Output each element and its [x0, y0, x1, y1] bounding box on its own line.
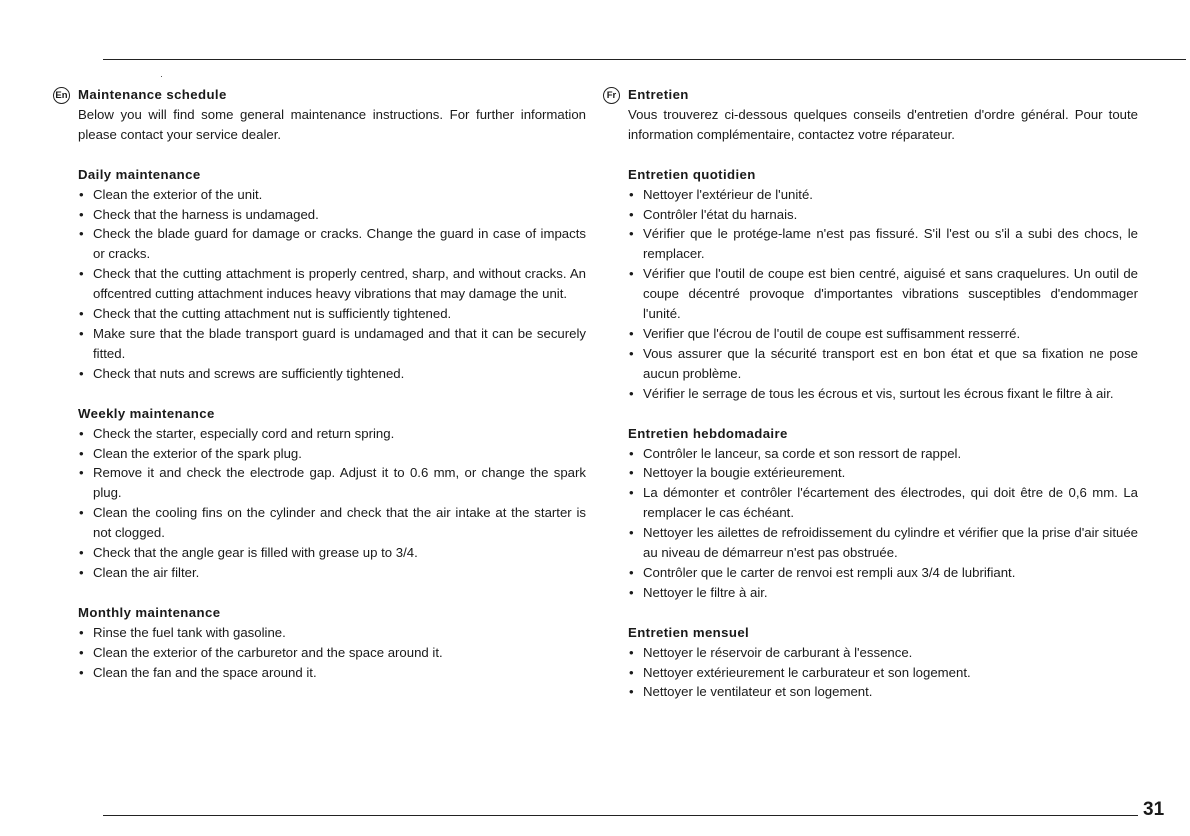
english-intro: Below you will find some general maintenance instructions. For further information please contact your service dealer. — [78, 106, 586, 142]
section-title: Entretien hebdomadaire — [628, 425, 788, 441]
list-item: • Vérifier que le protége-lame n'est pas fissuré. S'il l'est ou s'il a subi des chocs, le remplacer. — [628, 224, 1138, 264]
list-item: • Remove it and check the electrode gap. Adjust it to 0.6 mm, or change the spark plug. — [78, 463, 586, 503]
entretien-hebdomadaire-section — [628, 424, 1138, 603]
list-item: • Verifier que l'écrou de l'outil de coupe est suffisamment resserré. — [628, 324, 1138, 344]
list-item: • Check that the angle gear is filled with grease up to 3/4. — [78, 543, 586, 563]
list-item: • Nettoyer le filtre à air. — [628, 583, 1138, 603]
list-item: • Contrôler que le carter de renvoi est rempli aux 3/4 de lubrifiant. — [628, 563, 1138, 583]
section-title: Entretien mensuel — [628, 624, 750, 640]
task-list — [78, 185, 586, 384]
section-title: Daily maintenance — [78, 166, 201, 182]
list-item: • Clean the exterior of the carburetor and the space around it. — [78, 643, 586, 663]
top-rule — [103, 59, 1186, 60]
english-title: Maintenance schedule — [78, 87, 227, 102]
list-item: • La démonter et contrôler l'écartement des électrodes, qui doit être de 0,6 mm. La remplacer le cas échéant. — [628, 483, 1138, 523]
task-list — [628, 643, 1138, 703]
french-title: Entretien — [628, 87, 689, 102]
list-item: • Rinse the fuel tank with gasoline. — [78, 623, 586, 643]
list-item: • Check the starter, especially cord and return spring. — [78, 424, 586, 444]
list-item: • Clean the fan and the space around it. — [78, 663, 586, 683]
list-item: • Check that the harness is undamaged. — [78, 205, 586, 225]
section-title: Monthly maintenance — [78, 604, 221, 620]
bottom-rule — [103, 815, 1138, 816]
page-number: 31 — [1143, 799, 1165, 820]
list-item: • Clean the exterior of the unit. — [78, 185, 586, 205]
task-list — [78, 623, 586, 683]
list-item: • Nettoyer la bougie extérieurement. — [628, 463, 1138, 483]
list-item: • Clean the cooling fins on the cylinder and check that the air intake at the starter is not clogged. — [78, 503, 586, 543]
daily-maintenance-section — [78, 165, 586, 384]
french-column — [628, 85, 1138, 702]
list-item: • Nettoyer les ailettes de refroidissement du cylindre et vérifier que la prise d'air située au niveau de démarreur n'est pas obstruée. — [628, 523, 1138, 563]
weekly-maintenance-section — [78, 404, 586, 583]
list-item: • Check that nuts and screws are sufficiently tightened. — [78, 364, 586, 384]
list-item: • Vous assurer que la sécurité transport est en bon état et que sa fixation ne pose aucun problème. — [628, 344, 1138, 384]
section-title: Entretien quotidien — [628, 166, 756, 182]
section-title: Weekly maintenance — [78, 405, 215, 421]
english-column — [78, 85, 586, 682]
list-item: • Nettoyer le réservoir de carburant à l'essence. — [628, 643, 1138, 663]
list-item: • Check the blade guard for damage or cracks. Change the guard in case of impacts or cracks. — [78, 224, 586, 264]
list-item: • Make sure that the blade transport guard is undamaged and that it can be securely fitted. — [78, 324, 586, 364]
list-item: • Clean the exterior of the spark plug. — [78, 444, 586, 464]
speck — [161, 76, 162, 77]
english-language-icon: En — [53, 87, 70, 104]
task-list — [628, 444, 1138, 603]
french-intro: Vous trouverez ci-dessous quelques conseils d'entretien d'ordre général. Pour toute information complémentaire, contactez votre réparateur. — [628, 106, 1138, 142]
task-list — [628, 185, 1138, 404]
list-item: • Vérifier le serrage de tous les écrous et vis, surtout les écrous fixant le filtre à air. — [628, 384, 1138, 404]
list-item: • Vérifier que l'outil de coupe est bien centré, aiguisé et sans craquelures. Un outil de coupe décentré provoque d'importantes vibrations susceptibles d'endommager l'unité. — [628, 264, 1138, 324]
list-item: • Nettoyer le ventilateur et son logement. — [628, 682, 1138, 702]
entretien-quotidien-section — [628, 165, 1138, 404]
list-item: • Check that the cutting attachment nut is sufficiently tightened. — [78, 304, 586, 324]
list-item: • Nettoyer extérieurement le carburateur et son logement. — [628, 663, 1138, 683]
list-item: • Check that the cutting attachment is properly centred, sharp, and without cracks. An offcentred cutting attachment induces heavy vibrations that may damage the unit. — [78, 264, 586, 304]
entretien-mensuel-section — [628, 623, 1138, 703]
monthly-maintenance-section — [78, 603, 586, 683]
list-item: • Contrôler le lanceur, sa corde et son ressort de rappel. — [628, 444, 1138, 464]
list-item: • Contrôler l'état du harnais. — [628, 205, 1138, 225]
french-language-icon: Fr — [603, 87, 620, 104]
list-item: • Clean the air filter. — [78, 563, 586, 583]
task-list — [78, 424, 586, 583]
list-item: • Nettoyer l'extérieur de l'unité. — [628, 185, 1138, 205]
